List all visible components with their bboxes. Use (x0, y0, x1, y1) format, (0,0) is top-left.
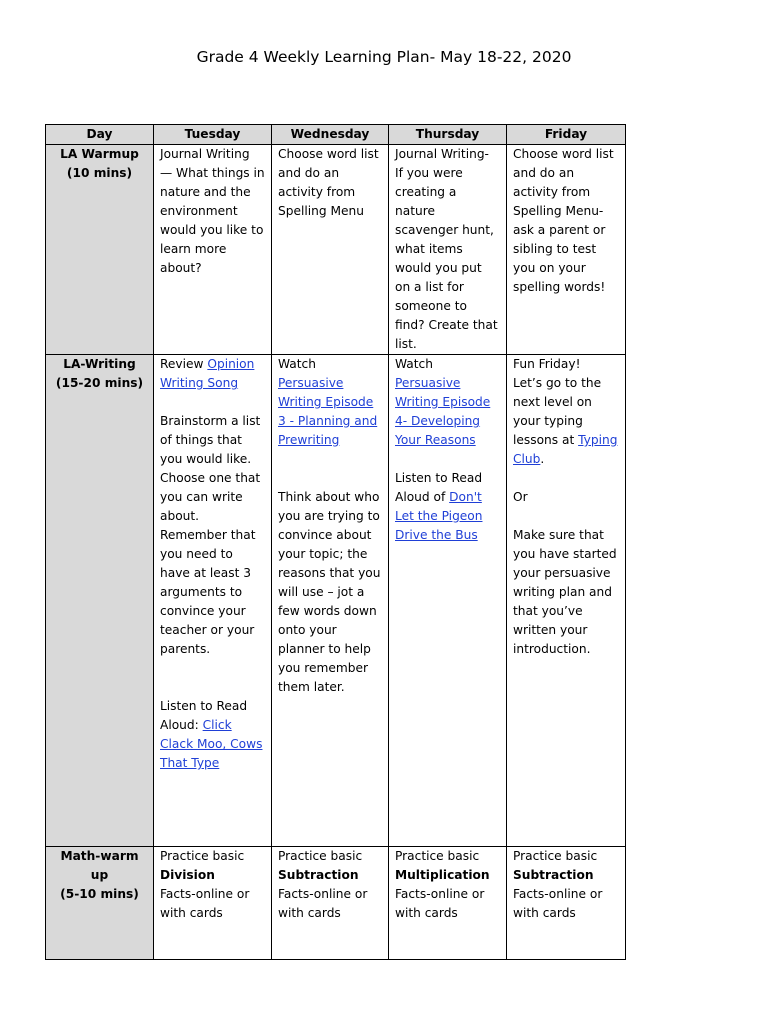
review-text: Review (160, 357, 208, 371)
click-clack-moo-link[interactable]: Click Clack Moo, Cows That Type (160, 718, 263, 770)
row-la-writing (46, 355, 626, 847)
cell-math-thursday (389, 847, 507, 960)
cell-warmup-thursday: Journal Writing- If you were creating a nature scavenger hunt, what items would you put on a list for someone to find? Create that list. (389, 145, 507, 355)
row-label-line2: (5-10 mins) (60, 887, 139, 901)
make-sure-text: Make sure that you have started your persuasive writing plan and that you’ve written your introduction. (513, 528, 617, 656)
cell-warmup-friday: Choose word list and do an activity from Spelling Menu- ask a parent or sibling to test you on your spelling words! (507, 145, 626, 355)
row-label-line2: (10 mins) (66, 166, 133, 180)
brainstorm-text: Brainstorm a list of things that you would like. Choose one that you can write about. Remember that you need to have at least 3 arguments to convince your teacher or your parents. (160, 414, 261, 656)
header-tuesday: Tuesday (154, 125, 272, 145)
cell-warmup-wednesday: Choose word list and do an activity from Spelling Menu (272, 145, 389, 355)
cell-math-friday (507, 847, 626, 960)
header-wednesday: Wednesday (272, 125, 389, 145)
row-math-warmup (46, 847, 626, 960)
persuasive-writing-episode-3-link[interactable]: Persuasive Writing Episode 3 - Planning and Prewriting (278, 376, 378, 447)
cell-warmup-tuesday: Journal Writing — What things in nature and the environment would you like to learn more about? (154, 145, 272, 355)
pigeon-bus-link[interactable]: Don't Let the Pigeon Drive the Bus (395, 490, 483, 542)
operation-subtraction: Subtraction (513, 868, 594, 882)
period-text: . (540, 452, 545, 466)
row-label-line1: Math-warm up (60, 849, 139, 882)
row-label-la-warmup (46, 145, 154, 355)
facts-text: Facts-online or with cards (278, 887, 368, 920)
header-day: Day (46, 125, 154, 145)
typing-club-link[interactable]: Typing Club (513, 433, 618, 466)
cell-math-tuesday (154, 847, 272, 960)
cell-writing-wednesday (272, 355, 389, 847)
fun-friday-text: Fun Friday! (513, 357, 581, 371)
facts-text: Facts-online or with cards (513, 887, 603, 920)
opinion-writing-song-link[interactable]: Opinion Writing Song (160, 357, 255, 390)
think-text: Think about who you are trying to convince about your topic; the reasons that you will use – jot a few words down onto your planner to help you remember them later. (278, 490, 381, 694)
next-level-text: Let’s go to the next level on your typing lessons at (513, 376, 602, 447)
facts-text: Facts-online or with cards (160, 887, 250, 920)
row-label-la-writing (46, 355, 154, 847)
row-la-warmup (46, 145, 626, 355)
listen-text: Listen to Read Aloud of (395, 471, 483, 504)
cell-writing-thursday (389, 355, 507, 847)
row-label-line2: (15-20 mins) (55, 376, 144, 390)
watch-text: Watch (395, 357, 433, 371)
cell-writing-tuesday (154, 355, 272, 847)
page-title: Grade 4 Weekly Learning Plan- May 18-22, 2020 (196, 48, 572, 66)
header-thursday: Thursday (389, 125, 507, 145)
operation-multiplication: Multiplication (395, 868, 490, 882)
operation-subtraction: Subtraction (278, 868, 359, 882)
watch-text: Watch (278, 357, 316, 371)
header-friday: Friday (507, 125, 626, 145)
cell-math-wednesday (272, 847, 389, 960)
practice-text: Practice basic (395, 849, 480, 863)
header-row (46, 125, 626, 145)
facts-text: Facts-online or with cards (395, 887, 485, 920)
row-label-line1: LA-Writing (63, 357, 136, 371)
practice-text: Practice basic (278, 849, 363, 863)
cell-writing-friday (507, 355, 626, 847)
row-label-math-warmup (46, 847, 154, 960)
practice-text: Practice basic (513, 849, 598, 863)
or-text: Or (513, 490, 528, 504)
learning-plan-table (45, 124, 626, 960)
persuasive-writing-episode-4-link[interactable]: Persuasive Writing Episode 4- Developing Your Reasons (395, 376, 491, 447)
row-label-line1: LA Warmup (60, 147, 139, 161)
practice-text: Practice basic (160, 849, 245, 863)
operation-division: Division (160, 868, 215, 882)
listen-text: Listen to Read Aloud: (160, 699, 248, 732)
